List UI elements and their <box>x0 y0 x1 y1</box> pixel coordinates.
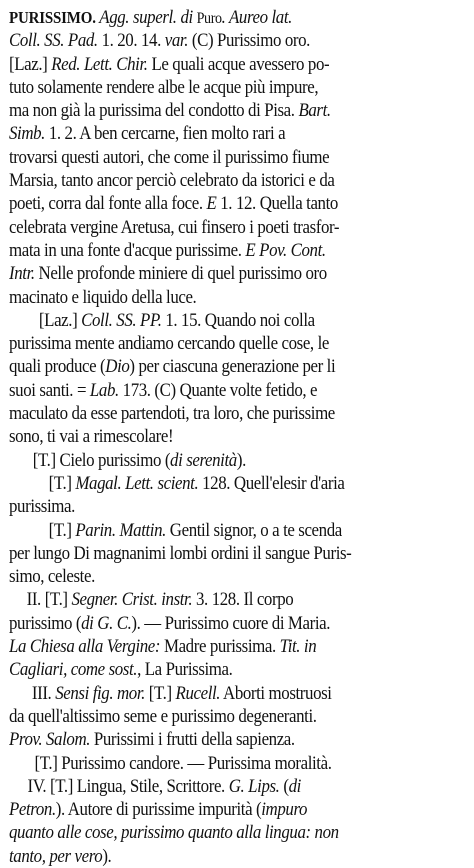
italic-text: E Pov. Cont. <box>245 239 326 261</box>
entry-line <box>9 705 465 728</box>
italic-text: Petron. <box>9 799 56 821</box>
entry-text: [Laz.] <box>9 53 52 75</box>
entry-line <box>9 658 465 681</box>
entry-line <box>9 332 465 355</box>
entry-text: ( <box>279 775 289 797</box>
entry-text: Purissimi i frutti della sapienza. <box>90 729 295 751</box>
italic-text: Intr. <box>9 263 35 285</box>
entry-text: [T.] <box>48 519 76 541</box>
italic-text: Coll. SS. Pad. <box>9 30 98 52</box>
entry-line <box>9 262 465 285</box>
italic-text: Rucell. <box>175 682 221 704</box>
italic-text: Bart. <box>298 100 331 122</box>
entry-line <box>9 519 474 542</box>
entry-line <box>9 542 465 565</box>
entry-text: 1. 12. Quella tanto <box>216 193 338 215</box>
entry-text: ). Autore di purissime impurità ( <box>55 799 262 821</box>
italic-text: Segner. Crist. instr. <box>71 589 193 611</box>
entry-text: , La Purissima. <box>137 659 233 681</box>
entry-text: 1. 15. Quando noi colla <box>161 309 315 331</box>
entry-text: purissima. <box>9 496 75 518</box>
entry-line <box>9 798 465 821</box>
entry-line <box>9 286 465 309</box>
entry-text: Le quali acque avessero po- <box>147 53 330 75</box>
entry-text: maculato da esse partendoti, tra loro, che purissime <box>9 403 335 425</box>
entry-text: ). — Purissimo cuore di Maria. <box>131 612 331 634</box>
italic-text: La Chiesa alla Vergine: <box>9 636 161 658</box>
entry-line <box>9 76 465 99</box>
dictionary-entry-purissimo <box>9 6 467 868</box>
entry-line <box>9 29 465 52</box>
entry-line <box>9 845 465 868</box>
entry-text: ma non già la purissima del condotto di Pisa. <box>9 100 299 122</box>
italic-text: quanto alle cose, purissimo quanto alla lingua: non <box>9 822 339 844</box>
entry-text: III. <box>31 682 56 704</box>
italic-text: Simb. <box>9 123 46 145</box>
entry-line <box>9 355 465 378</box>
italic-text: di G. C. <box>81 612 132 634</box>
italic-text: Magal. Lett. scient. <box>75 472 199 494</box>
italic-text: di <box>288 775 301 797</box>
italic-text: Agg. superl. di <box>95 7 197 28</box>
entry-line <box>9 821 465 844</box>
entry-text: [Laz.] <box>38 309 82 331</box>
entry-line <box>9 122 465 145</box>
entry-text: IV. [T.] Lingua, Stile, Scrittore. <box>27 775 229 797</box>
italic-text: E <box>206 193 217 215</box>
italic-text: Sensi fig. mor. <box>55 682 145 704</box>
entry-line <box>9 6 465 29</box>
entry-line <box>9 588 474 611</box>
entry-line <box>9 216 465 239</box>
entry-text: 3. 128. Il corpo <box>192 589 294 611</box>
entry-line <box>9 728 465 751</box>
italic-text: Dio <box>105 356 130 378</box>
entry-line <box>9 146 465 169</box>
entry-text: simo, celeste. <box>9 566 95 588</box>
entry-text: [T.] Purissimo candore. — Purissima moralità. <box>34 752 332 774</box>
italic-text: Red. Lett. Chir. <box>51 53 148 75</box>
entry-text: poeti, corra dal fonte alla foce. <box>9 193 207 215</box>
entry-text: sono, ti vai a rimescolare! <box>9 426 174 448</box>
italic-text: Prov. Salom. <box>9 729 91 751</box>
entry-line <box>9 752 474 775</box>
entry-text: celebrata vergine Aretusa, cui finsero i poeti trasfor- <box>9 216 340 238</box>
italic-text: tanto, per vero <box>9 845 103 867</box>
entry-line <box>9 379 465 402</box>
italic-text: Cagliari, come sost. <box>9 659 138 681</box>
entry-text: suoi santi. = <box>9 379 90 401</box>
entry-text: mata in una fonte d'acque purissime. <box>9 239 246 261</box>
entry-text: purissima mente andiamo cercando quelle cose, le <box>9 333 329 355</box>
entry-line <box>9 682 474 705</box>
italic-text: . Aureo lat. <box>221 7 292 28</box>
entry-line <box>9 99 465 122</box>
entry-line <box>9 472 474 495</box>
entry-text: ) per ciascuna generazione per li <box>129 356 336 378</box>
italic-text: Coll. SS. PP. <box>81 309 162 331</box>
entry-text: 128. Quell'elesir d'aria <box>198 472 345 494</box>
entry-line <box>9 239 465 262</box>
entry-text: Madre purissima. <box>160 636 280 658</box>
entry-text: da quell'altissimo seme e purissimo degeneranti. <box>9 705 317 727</box>
entry-text: per lungo Di magnanimi lombi ordini il sangue Puris- <box>9 542 352 564</box>
entry-text: II. [T.] <box>26 589 72 611</box>
headword: PURISSIMO. <box>9 8 96 27</box>
entry-text: 173. (C) Quante volte fetido, e <box>118 379 318 401</box>
entry-text: Aborti mostruosi <box>220 682 332 704</box>
entry-line <box>9 612 465 635</box>
entry-line <box>9 775 474 798</box>
entry-text: Nelle profonde miniere di quel purissimo oro <box>34 263 327 285</box>
entry-text: macinato e liquido della luce. <box>9 286 197 308</box>
entry-line <box>9 565 465 588</box>
entry-line <box>9 402 465 425</box>
entry-line <box>9 495 465 518</box>
entry-text: (C) Purissimo oro. <box>188 30 310 52</box>
italic-text: impuro <box>261 799 308 821</box>
italic-text: di serenità <box>170 449 237 471</box>
entry-line <box>9 635 465 658</box>
entry-line <box>9 53 465 76</box>
entry-line <box>9 425 465 448</box>
entry-text: quali produce ( <box>9 356 106 378</box>
italic-text: Tit. in <box>279 636 317 658</box>
entry-text: tuto solamente rendere albe le acque più impure, <box>9 76 319 98</box>
entry-text: Marsia, tanto ancor perciò celebrato da istorici e da <box>9 170 335 192</box>
entry-text: [T.] Cielo purissimo ( <box>32 449 171 471</box>
italic-text: Parin. Mattin. <box>75 519 166 541</box>
entry-line <box>9 309 474 332</box>
entry-text: Puro <box>196 10 222 27</box>
entry-text: purissimo ( <box>9 612 82 634</box>
italic-text: Lab. <box>89 379 119 401</box>
entry-text: [T.] <box>48 472 76 494</box>
entry-text: ). <box>236 449 246 471</box>
italic-text: var. <box>164 30 189 52</box>
entry-line <box>9 169 465 192</box>
entry-line <box>9 192 465 215</box>
entry-text: [T.] <box>144 682 176 704</box>
italic-text: G. Lips. <box>228 775 280 797</box>
entry-text: ). <box>102 845 112 867</box>
entry-line <box>9 449 474 472</box>
entry-text: 1. 20. 14. <box>97 30 165 52</box>
entry-text: Gentil signor, o a te scenda <box>165 519 342 541</box>
entry-text: trovarsi questi autori, che come il purissimo fiume <box>9 146 330 168</box>
entry-text: 1. 2. A ben cercarne, fien molto rari a <box>45 123 286 145</box>
